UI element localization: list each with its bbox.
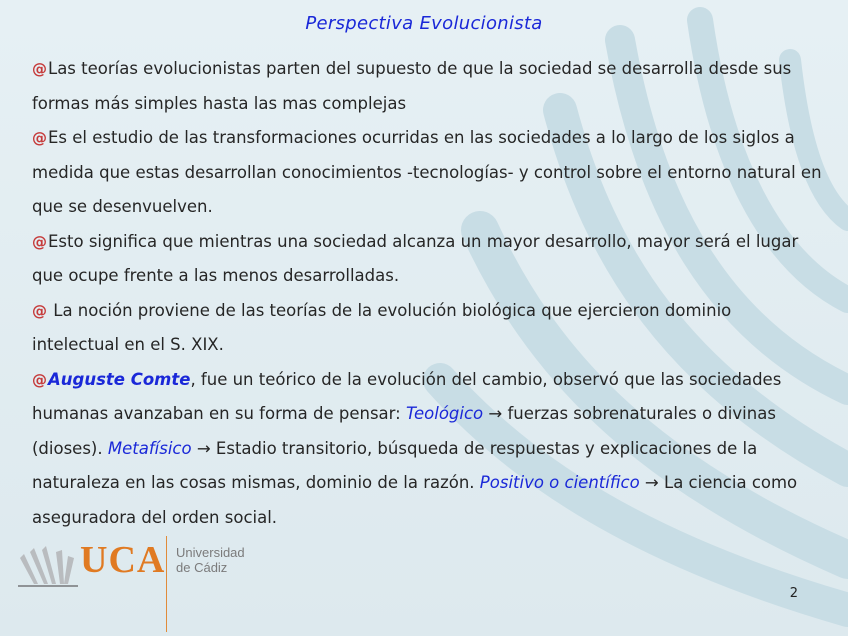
slide-content <box>32 52 822 535</box>
stage-theological: Teológico <box>405 404 484 423</box>
logo-divider <box>166 536 167 632</box>
arrow-right-icon: → <box>488 404 503 423</box>
stage-theological-desc: fuerzas sobrenaturales o divinas (dioses). <box>32 404 776 458</box>
comte-intro: , fue un teórico de la evolución del cambio, observó que las sociedades humanas avanzaban en su forma de pensar: <box>32 369 782 423</box>
logo-university-name <box>176 545 245 575</box>
bullet-icon: @ <box>32 370 47 389</box>
logo-line-2: de Cádiz <box>176 560 228 575</box>
paragraph-text: Esto significa que mientras una sociedad alcanza un mayor desarrollo, mayor será el lugar que ocupe frente a las menos desarrolladas. <box>32 231 799 285</box>
bullet-icon: @ <box>32 232 47 251</box>
bullet-icon: @ <box>32 60 47 78</box>
paragraph-comte <box>32 363 822 536</box>
logo-line-1: Universidad <box>176 545 245 560</box>
paragraph-3 <box>32 225 822 294</box>
stage-positive-desc: La ciencia como aseguradora del orden social. <box>32 473 798 527</box>
paragraph-4 <box>32 294 822 363</box>
bullet-icon: @ <box>32 301 47 320</box>
comte-name: Auguste Comte <box>48 369 191 389</box>
logo-acronym: UCA <box>80 539 166 581</box>
stage-positive: Positivo o científico <box>479 473 640 492</box>
bullet-icon: @ <box>32 129 47 147</box>
arrow-right-icon: → <box>644 473 659 492</box>
page-number: 2 <box>789 586 798 601</box>
stage-metaphysical-desc: Estadio transitorio, búsqueda de respuestas y explicaciones de la naturaleza en las cosas mismas, dominio de la razón. <box>32 438 758 492</box>
paragraph-1 <box>32 52 822 121</box>
paragraph-text: Es el estudio de las transformaciones ocurridas en las sociedades a lo largo de los siglos a medida que estas desarrollan conocimientos -tecnologías- y control sobre el entorno natural en que se desenvuelven. <box>32 128 822 216</box>
arrow-right-icon: → <box>196 438 211 458</box>
slide-title: Perspectiva Evolucionista <box>305 13 543 34</box>
paragraph-text: Las teorías evolucionistas parten del supuesto de que la sociedad se desarrolla desde sus formas más simples hasta las mas complejas <box>32 59 792 113</box>
stage-metaphysical: Metafísico <box>107 438 192 458</box>
paragraph-text: La noción proviene de las teorías de la evolución biológica que ejercieron dominio intelectual en el S. XIX. <box>32 300 732 354</box>
paragraph-2 <box>32 121 822 225</box>
